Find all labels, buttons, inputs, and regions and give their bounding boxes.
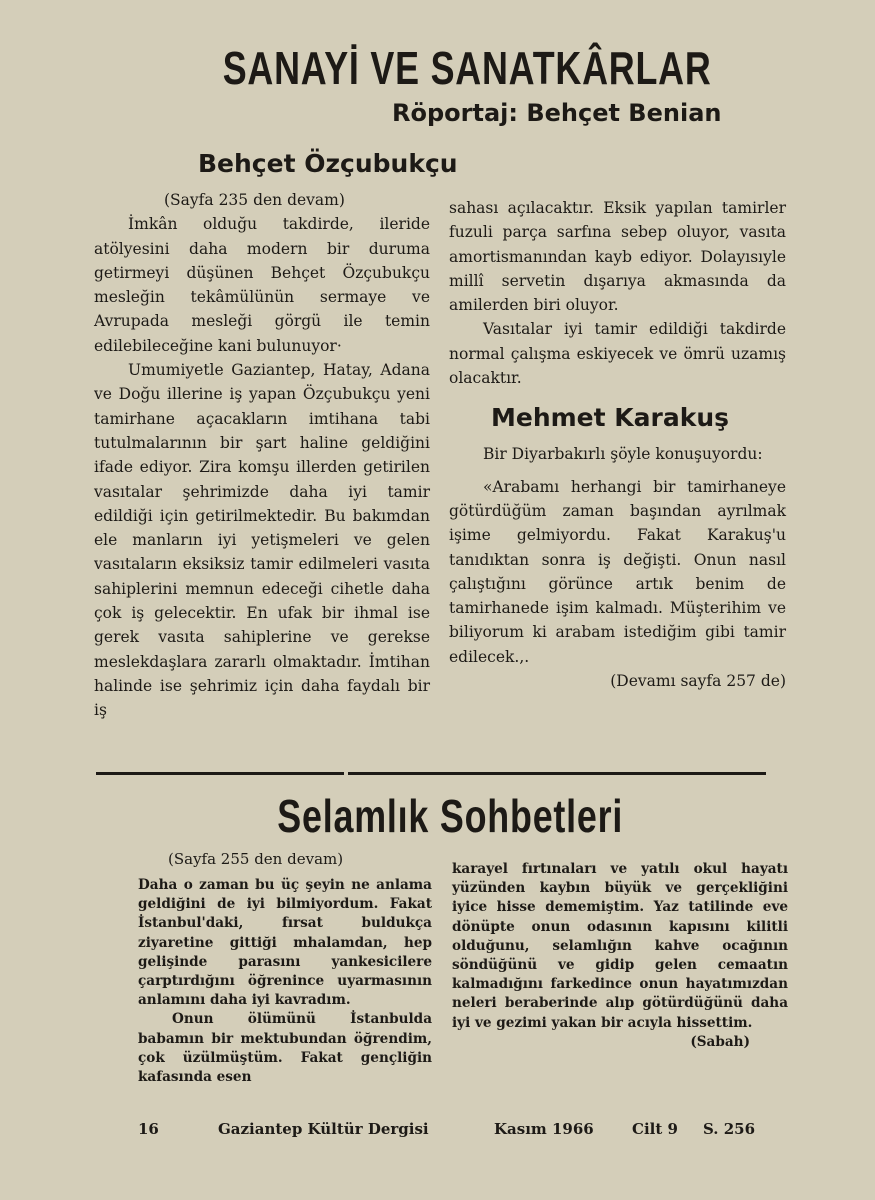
paragraph: Bir Diyarbakırlı şöyle konuşuyordu: xyxy=(483,445,763,464)
continued-from-note: (Sayfa 255 den devam) xyxy=(168,850,344,868)
paragraph: «Arabamı herhangi bir tamirhaneye götürdüğüm zaman başından ayrılmak işime gelmiyordu. Fakat Karakuş'u tanıdıktan sonra iş değişti. Onun nasıl çalıştığını görünce artık benim de tamirhanede işim kalmadı. Müşterihim ve biliyorum ki arabam istediğim gibi tamir edilecek.,. xyxy=(449,477,786,666)
paragraph: İmkân olduğu takdirde, ileride atölyesini daha modern bir duruma getirmeyi düşünen Behçet Özçubukçu mesleğin tekâmülünün sermaye ve Avrupada mesleği görgü ile temin edilebileceğine kani bulunuyor· xyxy=(94,215,430,355)
magazine-name: Gaziantep Kültür Dergisi xyxy=(218,1120,429,1138)
article1-left-column xyxy=(94,188,430,723)
issue-number: S. 256 xyxy=(703,1120,756,1138)
continued-to-note: (Devamı sayfa 257 de) xyxy=(610,672,786,691)
article1-right-column xyxy=(449,196,786,693)
section-heading-karakus: Mehmet Karakuş xyxy=(491,403,730,433)
volume-number: Cilt 9 xyxy=(632,1120,678,1138)
issue-date: Kasım 1966 xyxy=(494,1120,594,1138)
paragraph: Onun ölümünü İstanbulda babamın bir mektubundan öğrendim, çok üzülmüştüm. Fakat gençliğin kafasında esen xyxy=(138,1011,432,1086)
divider-rule-left xyxy=(96,772,344,775)
article2-title: Selamlık Sohbetleri xyxy=(277,790,624,842)
section-heading-ozcubukcu: Behçet Özçubukçu xyxy=(198,149,458,178)
paragraph: Vasıtalar iyi tamir edildiği takdirde normal çalışma eskiyecek ve ömrü uzamış olacaktır. xyxy=(449,320,786,388)
paragraph: karayel fırtınaları ve yatılı okul hayatı yüzünden kaybın büyük ve gerçekliğini iyice hisse dememiştim. Yaz tatilinde eve dönüpte onun odasının kapısını kilitli olduğunu, selamlığın kahve ocağının söndüğünü ve gidip gelen cemaatın kalmadığını farkedince onun hayatımızdan neleri beraberinde alıp götürdüğünü daha iyi ve gezimi yakan bir acıyla hissettim. xyxy=(452,861,788,1031)
article2-left-column xyxy=(138,848,432,1087)
continued-from-note: (Sayfa 235 den devam) xyxy=(164,191,345,209)
article-title: SANAYİ VE SANATKÂRLAR xyxy=(222,42,712,94)
page-number: 16 xyxy=(138,1120,159,1138)
byline: Röportaj: Behçet Benian xyxy=(392,99,722,127)
paragraph: Umumiyetle Gaziantep, Hatay, Adana ve Doğu illerine iş yapan Özçubukçu yeni tamirhane açacakların imtihana tabi tutulmalarının bir şart haline geldiğini ifade ediyor. Zira komşu illerden getirilen vasıtalar şehrimizde daha iyi tamir edildiği için getirilmektedir. Bu bakımdan ele manların iyi yetişmeleri ve gelen vasıtaların eksiksiz tamir edilmeleri vasıta sahiplerini memnun edeceği cihetle daha çok iş gelecektir. En ufak bir ihmal ise gerek vasıta sahiplerine ve gerekse meslekdaşlara zararlı olmaktadır. İmtihan halinde ise şehrimiz için daha faydalı bir iş xyxy=(94,361,430,720)
source-note: (Sabah) xyxy=(690,1033,750,1050)
paragraph: Daha o zaman bu üç şeyin ne anlama geldiğini de iyi bilmiyordum. Fakat İstanbul'daki, fırsat buldukça ziyaretine gittiği mhalamdan, hep gelişinde parasını yankesicilere çarptırdığını öğrenince uyarmasının anlamını daha iyi kavradım. xyxy=(138,877,432,1009)
article2-right-column xyxy=(452,860,788,1052)
divider-rule-right xyxy=(348,772,766,775)
paragraph: sahası açılacaktır. Eksik yapılan tamirler fuzuli parça sarfına sebep oluyor, vasıta amortismanından kayb ediyor. Dolayısıyle millî servetin dışarıya akmasında da amilerden biri oluyor. xyxy=(449,199,786,315)
